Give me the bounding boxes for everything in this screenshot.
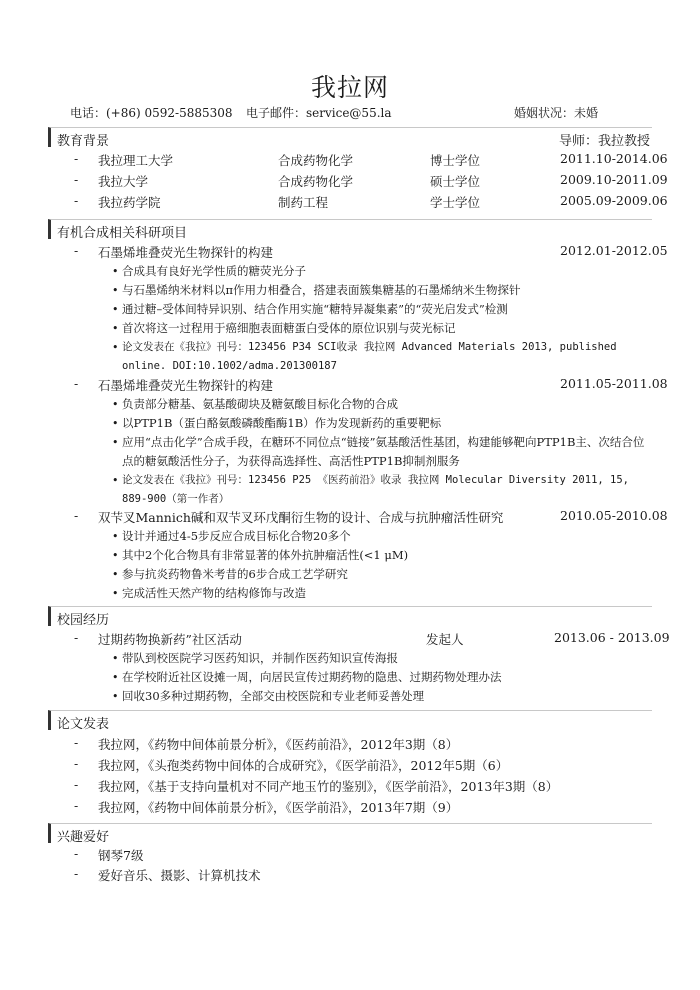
name-title: 我拉网	[310, 73, 389, 102]
dash-marker: -	[74, 243, 79, 258]
dash-marker: -	[74, 508, 79, 523]
dash-marker: -	[74, 172, 79, 187]
period-text: 2011.10-2014.06	[560, 151, 668, 166]
section-education	[48, 127, 652, 147]
bullet-text: 负责部分糖基、氨基酸砌块及糖氨酸目标化合物的合成	[122, 397, 398, 411]
period-text: 2013.06 - 2013.09	[554, 630, 670, 645]
bullet-text: 参与抗炎药物鲁米考昔的6步合成工艺学研究	[122, 567, 348, 581]
bullet-dot: •	[112, 652, 119, 665]
bullet-text: 通过糖–受体间特异识别、结合作用实施“糖特异凝集素”的“荧光启发式”检测	[122, 302, 508, 316]
degree-name: 学士学位	[430, 195, 481, 210]
bullet-dot: •	[112, 474, 119, 487]
bullet-dot: •	[112, 690, 119, 703]
bullet-dot: •	[112, 671, 119, 684]
email-text: 电子邮件：service@55.la	[246, 106, 392, 120]
dash-marker: -	[74, 756, 79, 771]
bullet-dot: •	[112, 530, 119, 543]
bullet-text: 首次将这一过程用于癌细胞表面糖蛋白受体的原位识别与荧光标记	[122, 321, 456, 335]
dash-marker: -	[74, 777, 79, 792]
project-row	[70, 376, 668, 394]
period-text: 2010.05-2010.08	[560, 508, 668, 523]
period-text: 2012.01-2012.05	[560, 243, 668, 258]
school-name: 我拉理工大学	[98, 153, 174, 168]
project-name: 石墨烯堆叠荧光生物探针的构建	[98, 378, 274, 393]
section-papers	[48, 710, 652, 730]
bullet-dot: •	[112, 417, 119, 430]
paper-text: 我拉网，《基于支持向量机对不同产地玉竹的鉴别》，《医学前沿》，2013年3期（8）	[98, 779, 559, 794]
hobby-text: 爱好音乐、摄影、计算机技术	[98, 868, 261, 883]
hobby-row	[70, 866, 650, 884]
dash-marker: -	[74, 846, 79, 861]
school-name: 我拉大学	[98, 174, 149, 189]
school-name: 我拉药学院	[98, 195, 161, 210]
bullet-text: 完成活性天然产物的结构修饰与改造	[122, 586, 306, 600]
bullet-text: 应用“点击化学”合成手段，在糖环不同位点“链接”氨基酸活性基团，构建能够靶向PTP1B主、次结合位点的糖氨酸活性分子，为获得高选择性、高活性PTP1B抑制剂服务	[122, 435, 645, 468]
contact-line	[70, 104, 630, 122]
section-research	[48, 219, 652, 239]
paper-row	[70, 756, 650, 774]
section-hobbies	[48, 823, 652, 843]
section-title: 校园经历	[57, 613, 110, 628]
bullet-dot: •	[112, 303, 119, 316]
bullet-dot: •	[112, 549, 119, 562]
project-name: 双芐叉Mannich碱和双芐叉环戊酮衍生物的设计、合成与抗肿瘤活性研究	[98, 510, 504, 525]
period-text: 2011.05-2011.08	[560, 376, 668, 391]
section-title: 论文发表	[57, 717, 110, 732]
bullet-text: 论文发表在《我拉》刊号：123456 P34 SCI收录 我拉网 Advanced Materials 2013, published online. DOI:10.1002/adma.201300187	[122, 341, 617, 372]
marital-text: 婚姻状况：未婚	[514, 106, 599, 120]
paper-text: 我拉网，《药物中间体前景分析》，《医药前沿》，2012年3期（8）	[98, 737, 459, 752]
education-row	[70, 193, 668, 211]
paper-text: 我拉网，《头孢类药物中间体的合成研究》，《医学前沿》，2012年5期（6）	[98, 758, 509, 773]
education-row	[70, 151, 668, 169]
dash-marker: -	[74, 735, 79, 750]
project-row	[70, 243, 668, 261]
dash-marker: -	[74, 866, 79, 881]
period-text: 2009.10-2011.09	[560, 172, 668, 187]
hobby-row	[70, 846, 650, 864]
bullet-dot: •	[112, 436, 119, 449]
dash-marker: -	[74, 798, 79, 813]
bullet-dot: •	[112, 284, 119, 297]
degree-name: 硕士学位	[430, 174, 481, 189]
dash-marker: -	[74, 193, 79, 208]
bullet-text: 其中2个化合物具有非常显著的体外抗肿瘤活性(<1 μM)	[122, 548, 409, 562]
bullet-text: 论文发表在《我拉》刊号：123456 P25 《医药前沿》收录 我拉网 Molecular Diversity 2011, 15, 889-900（第一作者）	[122, 474, 630, 505]
bullet-dot: •	[112, 265, 119, 278]
bullet-dot: •	[112, 398, 119, 411]
bullet-text: 合成具有良好光学性质的糖荧光分子	[122, 264, 306, 278]
bullet-text: 设计并通过4-5步反应合成目标化合物20多个	[122, 529, 351, 543]
bullet-dot: •	[112, 568, 119, 581]
bullet-dot: •	[112, 322, 119, 335]
role-text: 发起人	[426, 632, 464, 647]
bullet-text: 带队到校医院学习医药知识，并制作医药知识宣传海报	[122, 651, 398, 665]
activity-name: 过期药物换新药”社区活动	[98, 632, 242, 647]
activity-row	[70, 630, 670, 648]
phone-text: 电话：(+86) 0592-5885308	[70, 106, 233, 120]
bullet-text: 与石墨烯纳米材料以π作用力相叠合，搭建表面簇集糖基的石墨烯纳米生物探针	[122, 283, 521, 297]
section-title: 教育背景	[57, 134, 110, 149]
bullet-text: 回收30多种过期药物，全部交由校医院和专业老师妥善处理	[122, 689, 425, 703]
paper-row	[70, 777, 650, 795]
paper-row	[70, 798, 650, 816]
paper-text: 我拉网，《药物中间体前景分析》，《医学前沿》，2013年7期（9）	[98, 800, 459, 815]
hobby-text: 钢琴7级	[98, 848, 144, 863]
bullet-text: 以PTP1B（蛋白酪氨酸磷酸酯酶1B）作为发现新药的重要靶标	[122, 416, 442, 430]
bullet-dot: •	[112, 587, 119, 600]
period-text: 2005.09-2009.06	[560, 193, 668, 208]
bullet-dot: •	[112, 341, 119, 354]
project-row	[70, 508, 668, 526]
degree-name: 博士学位	[430, 153, 481, 168]
education-row	[70, 172, 668, 190]
project-name: 石墨烯堆叠荧光生物探针的构建	[98, 245, 274, 260]
dash-marker: -	[74, 151, 79, 166]
advisor-text: 导师：我拉教授	[558, 134, 650, 149]
major-name: 合成药物化学	[278, 153, 354, 168]
section-campus	[48, 606, 652, 626]
dash-marker: -	[74, 376, 79, 391]
section-title: 兴趣爱好	[57, 830, 110, 845]
bullet-text: 在学校附近社区设摊一周，向居民宣传过期药物的隐患、过期药物处理办法	[122, 670, 502, 684]
dash-marker: -	[74, 630, 79, 645]
paper-row	[70, 735, 650, 753]
section-title: 有机合成相关科研项目	[57, 226, 188, 241]
major-name: 制药工程	[278, 195, 329, 210]
major-name: 合成药物化学	[278, 174, 354, 189]
